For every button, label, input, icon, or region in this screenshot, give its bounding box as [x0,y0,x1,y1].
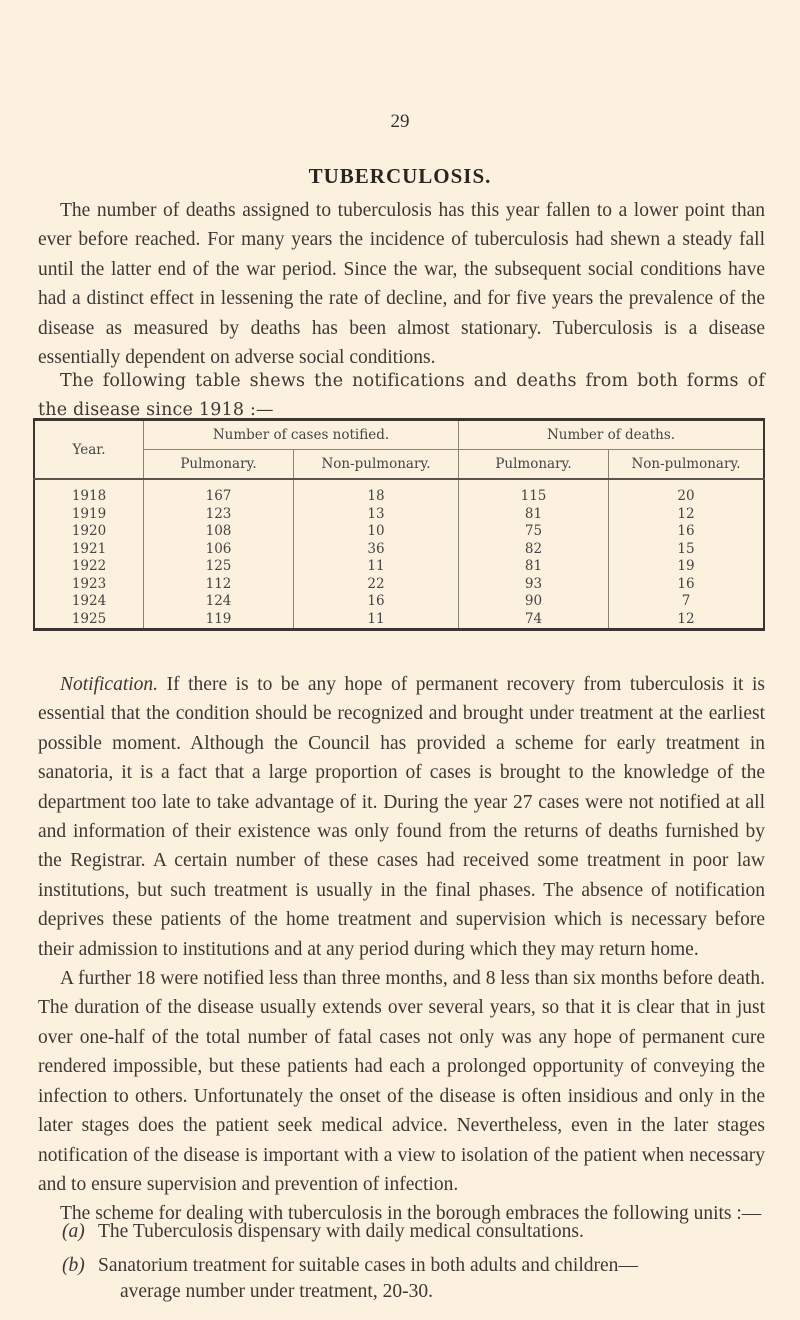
cases-pulmonary-cell: 123 [144,506,294,524]
page-number: 29 [390,111,410,132]
deaths-pulmonary-cell: 81 [459,558,609,576]
table-row [34,593,764,611]
deaths-nonpulmonary-cell: 12 [609,506,765,524]
deaths-pulmonary-cell: 93 [459,576,609,594]
table-row [34,523,764,541]
cases-pulmonary-cell: 108 [144,523,294,541]
cases-pulmonary-cell: 167 [144,479,294,506]
year-cell: 1925 [71,610,107,627]
unit-text-b: Sanatorium treatment for suitable cases in both adults and children— [98,1255,638,1276]
cases-pulmonary-cell: 119 [144,611,294,630]
year-cell: 1923 [71,575,107,592]
deaths-header: Number of deaths. [459,420,765,450]
year-header: Year. [34,420,144,480]
year-cell: 1921 [71,540,107,557]
cases-nonpulmonary-cell: 18 [294,479,459,506]
cases-nonpulmonary-cell: 10 [294,523,459,541]
cases-notified-header: Number of cases notified. [144,420,459,450]
cases-nonpulmonary-cell: 22 [294,576,459,594]
table-lead-section [38,367,765,426]
deaths-nonpulmonary-cell: 7 [609,593,765,611]
unit-item-a [62,1219,762,1245]
deaths-nonpulmonary-cell: 12 [609,611,765,630]
deaths-nonpulmonary-cell: 15 [609,541,765,559]
year-cell: 1918 [71,488,107,505]
table-row [34,479,764,506]
deaths-pulmonary-cell: 115 [459,479,609,506]
cases-nonpulmonary-header: Non-pulmonary. [294,450,459,480]
cases-nonpulmonary-cell: 36 [294,541,459,559]
unit-text-a: The Tuberculosis dispensary with daily medical consultations. [98,1221,584,1242]
table-row [34,506,764,524]
intro-section [38,196,765,372]
cases-nonpulmonary-cell: 16 [294,593,459,611]
deaths-pulmonary-cell: 81 [459,506,609,524]
deaths-pulmonary-cell: 75 [459,523,609,541]
unit-item-b [62,1253,762,1305]
deaths-nonpulmonary-cell: 16 [609,576,765,594]
notification-paragraph-1-text: If there is to be any hope of permanent recovery from tuberculosis it is essential that the condition should be recognized and brought under treatment at the earliest possible moment. Although the Council has provided a scheme for early treatment in sanatoria, it is a fact that a large proportion of cases is brought to the knowledge of the department too late to take advantage of it. During the year 27 cases were not notified at all and information of their existence was only found from the returns of deaths furnished by the Registrar. A certain number of these cases had received some treatment in poor law institutions, but such treatment is usually in the final phases. The absence of notification deprives these patients of the home treatment and supervision which is necessary before their admission to institutions and at any period during which they may return home. [38,674,765,960]
notification-paragraph-3: The scheme for dealing with tuberculosis in the borough embraces the following units :— [60,1203,762,1225]
year-cell: 1924 [71,593,107,610]
table-row [34,541,764,559]
notification-heading: Notification. [60,674,159,695]
tuberculosis-table [33,418,765,631]
deaths-nonpulmonary-cell: 20 [609,479,765,506]
cases-pulmonary-header: Pulmonary. [144,450,294,480]
unit-text-b-continuation: average number under treatment, 20-30. [120,1281,433,1302]
deaths-nonpulmonary-header: Non-pulmonary. [609,450,765,480]
deaths-pulmonary-cell: 90 [459,593,609,611]
deaths-pulmonary-header: Pulmonary. [459,450,609,480]
deaths-pulmonary-cell: 74 [459,611,609,630]
page-title: TUBERCULOSIS. [308,164,492,188]
cases-pulmonary-cell: 112 [144,576,294,594]
table-row [34,611,764,630]
notification-paragraph-2: A further 18 were notified less than three months, and 8 less than six months before death. The duration of the disease usually extends over several years, so that it is clear that in just over one-half of the total number of fatal cases not only was any hope of permanent cure rendered impossible, but these patients had each a prolonged opportunity of conveying the infection to others. Unfortunately the onset of the disease is often insidious and only in the later stages does the patient seek medical advice. Nevertheless, even in the later stages notification of the disease is important with a view to isolation of the patient when necessary and to ensure supervision and prevention of infection. [38,968,765,1195]
cases-pulmonary-cell: 124 [144,593,294,611]
deaths-pulmonary-cell: 82 [459,541,609,559]
table-lead-paragraph: The following table shews the notifications and deaths from both forms of the disease since 1918 :— [38,371,765,421]
year-cell: 1919 [71,505,107,522]
cases-nonpulmonary-cell: 13 [294,506,459,524]
table-row [34,576,764,594]
deaths-nonpulmonary-cell: 16 [609,523,765,541]
table-row [34,558,764,576]
intro-paragraph: The number of deaths assigned to tuberculosis has this year fallen to a lower point than ever before reached. For many years the incidence of tuberculosis had shewn a steady fall until the latter end of the war period. Since the war, the subsequent social conditions have had a distinct effect in lessening the rate of decline, and for five years the prevalence of the disease as measured by deaths has been almost stationary. Tuberculosis is a disease essentially dependent on adverse social conditions. [38,200,765,369]
cases-nonpulmonary-cell: 11 [294,611,459,630]
cases-pulmonary-cell: 106 [144,541,294,559]
cases-nonpulmonary-cell: 11 [294,558,459,576]
notification-paragraph-1 [38,670,765,964]
year-cell: 1922 [71,558,107,575]
unit-marker-b: (b) [62,1255,85,1276]
deaths-nonpulmonary-cell: 19 [609,558,765,576]
unit-marker-a: (a) [62,1221,85,1242]
notification-section [38,670,765,1229]
year-cell: 1920 [71,523,107,540]
cases-pulmonary-cell: 125 [144,558,294,576]
